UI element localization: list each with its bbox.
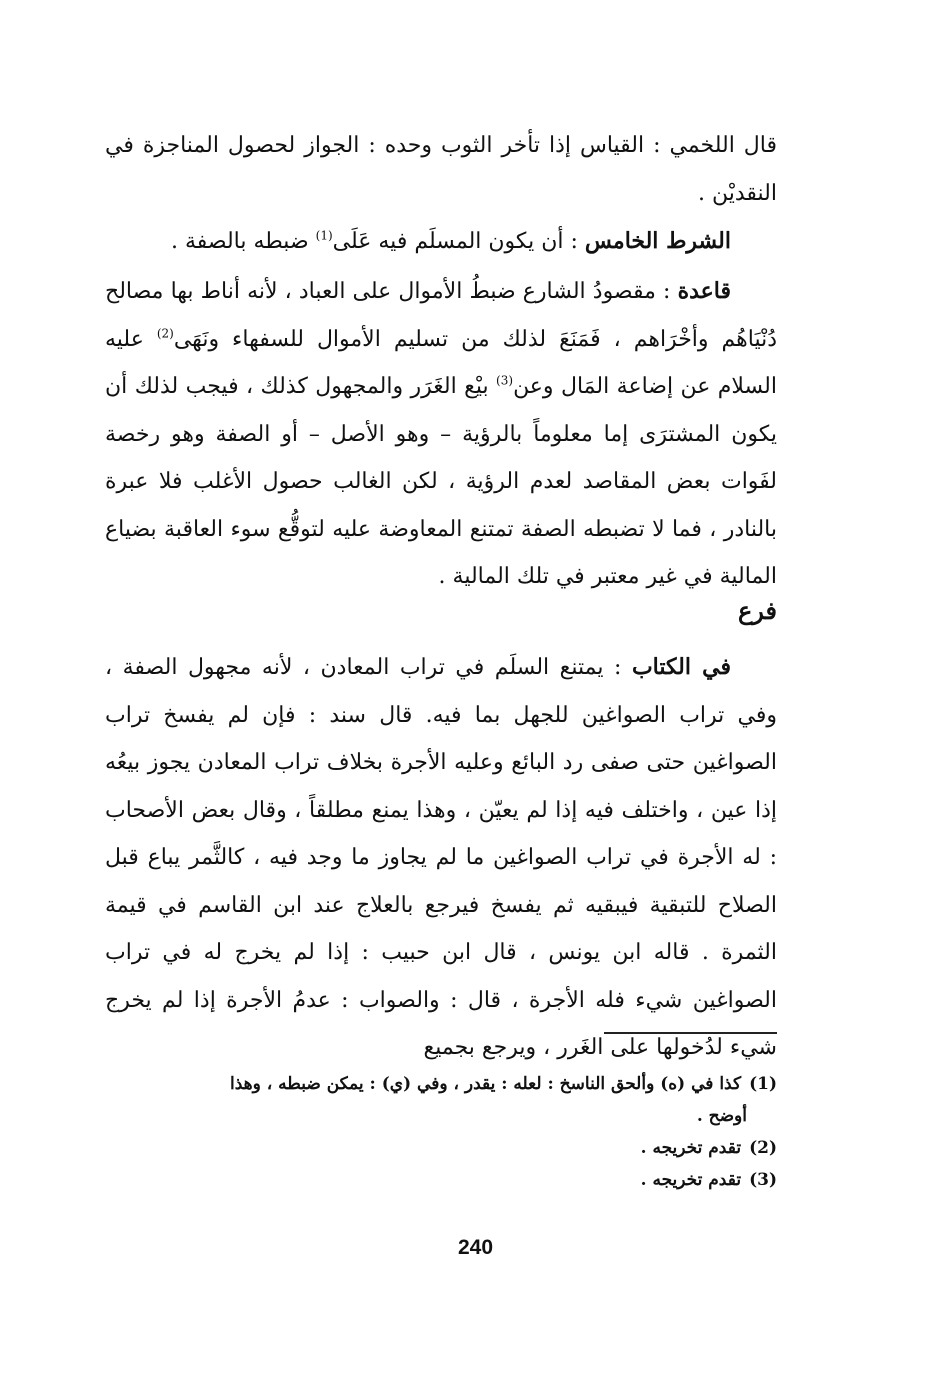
- footnote-3: [110, 1164, 777, 1196]
- rule-text-b: عليه السلام عن إضاعة المَال وعن: [105, 326, 777, 399]
- rule-text-c: بيْع الغَرَر والمجهول كذلك ، فيجب لذلك أن يكون المشترَى إما معلوماً بالرؤية – وهو الأصل – أو الصفة وهو رخصة لفَوات بعض المقاصد لعدم الرؤية ، لكن الغالب حصول الأغلب فلا عبرة بالنادر ، فما لا تضبطه الصفة تمتنع المعاوضة عليه لتوقُّع سوء العاقبة بضياع المالية في غير معتبر في تلك المالية .: [105, 374, 777, 589]
- footnote-text: تقدم تخريجه .: [640, 1170, 742, 1190]
- condition-text-a: : أن يكون المسلَم فيه عَلَى: [332, 229, 585, 254]
- branch-text: : يمتنع السلَم في تراب المعادن ، لأنه مجهول الصفة ، وفي تراب الصواغين للجهل بما فيه. قال سند : فإن لم يفسخ تراب الصواغين حتى صفى رد البائع وعليه الأجرة بخلاف تراب المعادن يجوز بيعُه إذا عين ، واختلف فيه إذا لم يعيّن ، وهذا يمنع مطلقاً ، وقال بعض الأصحاب : له الأجرة في تراب الصواغين ما لم يجاوز ما وجد فيه ، كالثَّمر يباع قبل الصلاح للتبقية فيبقيه ثم يفسخ فيرجع بالعلاج عند ابن القاسم في قيمة الثمرة . قاله ابن يونس ، قال ابن حبيب : إذا لم يخرج له في تراب الصواغين شيء فله الأجرة ، قال : والصواب : عدمُ الأجرة إذا لم يخرج شيء لدُخولها على الغَرر ، ويرجع بجميع: [105, 655, 777, 1060]
- condition-text-b: ضبطه بالصفة .: [170, 229, 316, 254]
- footnote-number: (1): [749, 1074, 777, 1094]
- footnote-2: [110, 1132, 777, 1164]
- footnote-text: تقدم تخريجه .: [640, 1138, 742, 1158]
- footnote-ref-2[interactable]: (2): [156, 326, 174, 341]
- footnotes: [110, 1068, 777, 1196]
- footnote-separator: [604, 1032, 777, 1034]
- footnote-1-continuation: أوضح .: [696, 1106, 747, 1126]
- rule-label: قاعدة: [677, 278, 731, 304]
- branch-paragraph: [105, 644, 777, 1072]
- intro-paragraph: قال اللخمي : القياس إذا تأخر الثوب وحده : الجواز لحصول المناجزة في النقديْن .: [105, 133, 777, 206]
- rule-paragraph: [105, 268, 777, 601]
- branch-section: [105, 644, 777, 1072]
- footnote-number: (3): [749, 1170, 777, 1190]
- footnote-ref-3[interactable]: (3): [496, 373, 514, 388]
- branch-heading: فرع: [737, 596, 777, 625]
- footnote-ref-1[interactable]: (1): [315, 228, 333, 243]
- rule-section: [105, 268, 777, 601]
- footnote-1: [110, 1068, 777, 1100]
- intro-section: [105, 122, 777, 217]
- footnote-text: كذا في (ه) وألحق الناسخ : لعله : يقدر ، وفي (ي) : يمكن ضبطه ، وهذا: [230, 1074, 742, 1094]
- branch-label: في الكتاب: [631, 654, 732, 680]
- page-number: 240: [457, 1236, 494, 1259]
- footnote-number: (2): [749, 1138, 777, 1158]
- condition-section: [105, 218, 777, 266]
- rule-text-a: : مقصودُ الشارع ضبطُ الأموال على العباد ، لأنه أناط بها مصالح دُنْيَاهُم وأخْرَاهم ، فَمَنَعَ لذلك من تسليم الأموال للسفهاء ونَهَى: [105, 279, 778, 352]
- condition-label: الشرط الخامس: [584, 228, 731, 254]
- condition-paragraph: [105, 218, 777, 266]
